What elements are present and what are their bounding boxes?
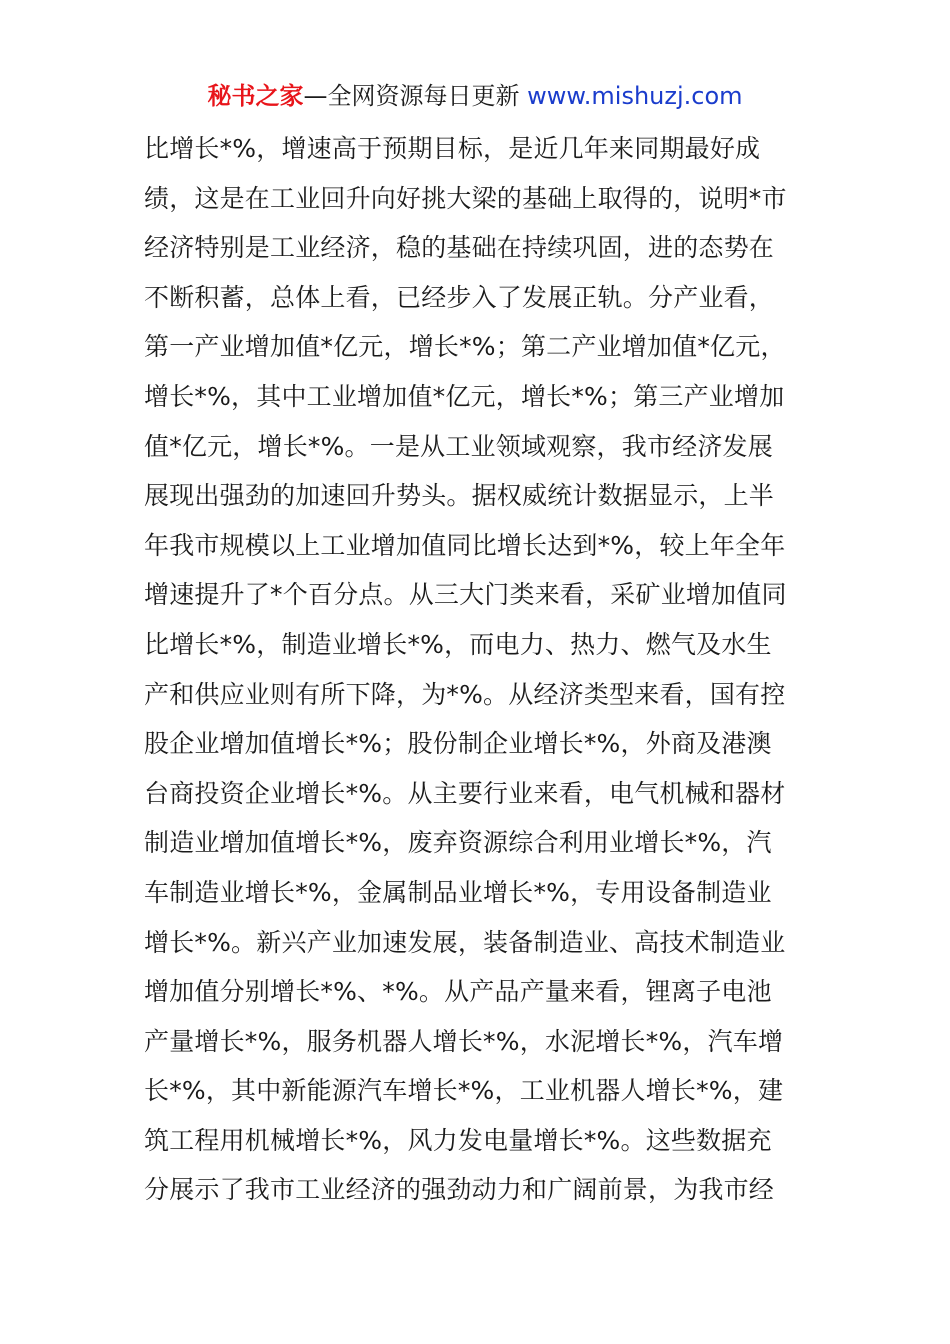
text-line: 产量增长*%，服务机器人增长*%，水泥增长*%，汽车增 [144, 1026, 784, 1056]
text-line: 值*亿元，增长*%。一是从工业领域观察，我市经济发展 [144, 431, 773, 461]
document-body [144, 124, 814, 1215]
text-line: 增长*%，其中工业增加值*亿元，增长*%；第三产业增加 [144, 381, 785, 411]
text-line: 分展示了我市工业经济的强劲动力和广阔前景，为我市经 [144, 1175, 775, 1205]
text-line: 比增长*%，制造业增长*%，而电力、热力、燃气及水生 [144, 629, 772, 659]
text-line: 经济特别是工业经济，稳的基础在持续巩固，进的态势在 [144, 233, 775, 263]
text-line: 绩，这是在工业回升向好挑大梁的基础上取得的，说明*市 [144, 183, 787, 213]
text-line: 制造业增加值增长*%，废弃资源综合利用业增长*%，汽 [144, 828, 772, 858]
text-line: 年我市规模以上工业增加值同比增长达到*%，较上年全年 [144, 530, 786, 560]
text-line: 展现出强劲的加速回升势头。据权威统计数据显示，上半 [144, 481, 775, 511]
header-url: www.mishuzj.com [527, 82, 743, 110]
text-line: 筑工程用机械增长*%，风力发电量增长*%。这些数据充 [144, 1125, 772, 1155]
text-line: 增速提升了*个百分点。从三大门类来看，采矿业增加值同 [144, 580, 787, 610]
text-line: 台商投资企业增长*%。从主要行业来看，电气机械和器材 [144, 778, 786, 808]
text-line: 增长*%。新兴产业加速发展，装备制造业、高技术制造业 [144, 927, 786, 957]
text-line: 增加值分别增长*%、*%。从产品产量来看，锂离子电池 [144, 977, 772, 1007]
header-tagline: —全网资源每日更新 [303, 82, 528, 110]
brand-name: 秘书之家 [207, 82, 304, 110]
page-header [0, 80, 950, 112]
text-line: 比增长*%，增速高于预期目标，是近几年来同期最好成 [144, 134, 761, 163]
text-line: 股企业增加值增长*%；股份制企业增长*%，外商及港澳 [144, 729, 772, 759]
text-line: 不断积蓄，总体上看，已经步入了发展正轨。分产业看， [144, 282, 775, 312]
text-line: 产和供应业则有所下降，为*%。从经济类型来看，国有控 [144, 679, 786, 709]
text-line: 长*%，其中新能源汽车增长*%，工业机器人增长*%，建 [144, 1076, 784, 1106]
text-line: 第一产业增加值*亿元，增长*%；第二产业增加值*亿元， [144, 332, 786, 362]
text-line: 车制造业增长*%，金属制品业增长*%，专用设备制造业 [144, 877, 772, 907]
